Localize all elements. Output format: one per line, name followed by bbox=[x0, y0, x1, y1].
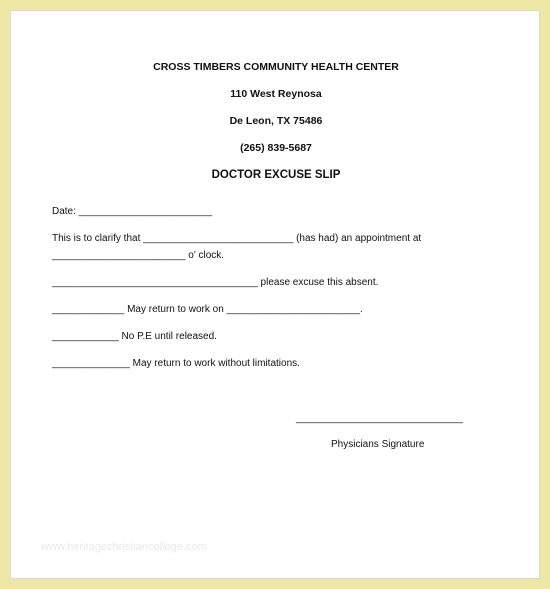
organization-name: CROSS TIMBERS COMMUNITY HEALTH CENTER bbox=[153, 61, 399, 73]
signature-line: ______________________________ bbox=[296, 413, 463, 424]
clarify-line: This is to clarify that ___________________________ (has had) an appointment at bbox=[52, 233, 422, 244]
city-address: De Leon, TX 75486 bbox=[229, 115, 323, 127]
no-limitations-line: ______________ May return to work without limitations. bbox=[52, 358, 300, 369]
return-to-work-line: _____________ May return to work on ________________________. bbox=[52, 304, 363, 315]
no-pe-line: ____________ No P.E until released. bbox=[52, 331, 217, 342]
phone-number: (265) 839-5687 bbox=[240, 142, 312, 154]
signature-label: Physicians Signature bbox=[331, 439, 425, 450]
street-address: 110 West Reynosa bbox=[230, 88, 322, 100]
document-page bbox=[10, 10, 540, 579]
document-title: DOCTOR EXCUSE SLIP bbox=[211, 169, 341, 181]
date-line: Date: ________________________ bbox=[52, 206, 213, 217]
watermark: www.heritagechristiancollege.com bbox=[41, 541, 207, 553]
excuse-line: _____________________________________ please excuse this absent. bbox=[52, 277, 379, 288]
oclock-line: ________________________ o' clock. bbox=[52, 250, 225, 261]
